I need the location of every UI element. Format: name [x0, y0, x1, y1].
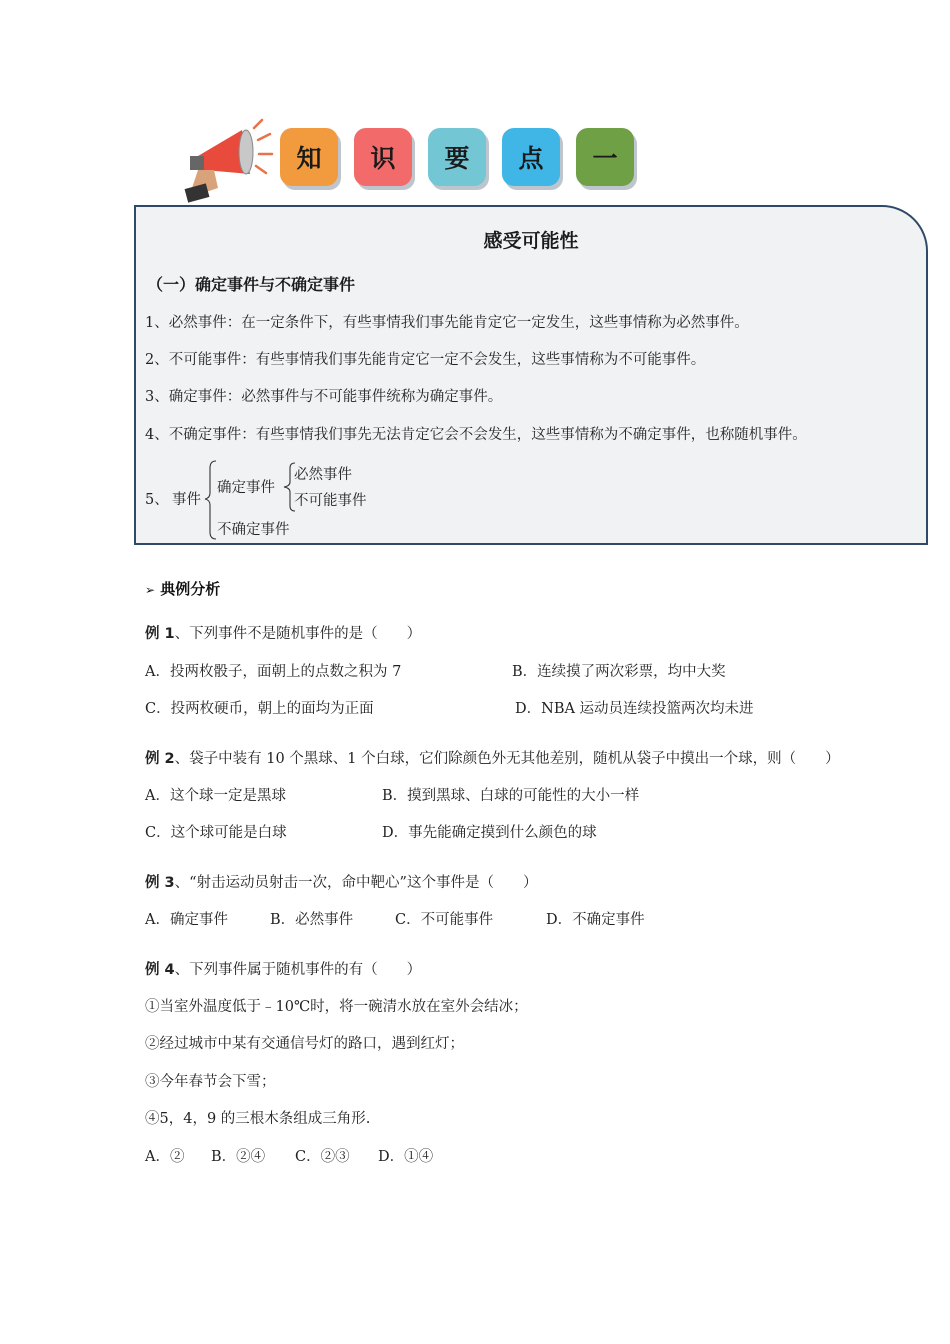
example-4-option-b: B．②④ — [211, 1149, 266, 1165]
example-3-option-d: D．不确定事件 — [546, 912, 645, 928]
knowledge-subtitle: （一）确定事件与不确定事件 — [147, 275, 356, 294]
tree-leaf-impossible: 不可能事件 — [294, 493, 367, 509]
banner-tile-3: 要 — [428, 128, 486, 186]
knowledge-item-1: 1、必然事件：在一定条件下，有些事情我们事先能肯定它一定发生，这些事情称为必然事件。 — [145, 315, 749, 331]
knowledge-item-4: 4、不确定事件：有些事情我们事先无法肯定它会不会发生，这些事情称为不确定事件，也称随机事件。 — [145, 427, 807, 443]
example-label: 例 4 — [145, 962, 175, 978]
example-label: 例 1 — [145, 626, 175, 642]
example-question: 、“射击运动员射击一次，命中靶心”这个事件是（ ） — [174, 875, 538, 891]
example-4-statement-1: ①当室外温度低于﹣10℃时，将一碗清水放在室外会结冰； — [145, 999, 528, 1015]
example-4-statement-2: ②经过城市中某有交通信号灯的路口，遇到红灯； — [145, 1036, 464, 1052]
section-heading — [145, 578, 220, 599]
example-3-stem — [145, 871, 537, 892]
example-1-option-d: D．NBA 运动员连续投篮两次均未进 — [515, 701, 754, 717]
example-4-statement-4: ④5，4，9 的三根木条组成三角形. — [145, 1111, 371, 1127]
example-4-option-a: A．② — [145, 1149, 185, 1165]
example-3-option-b: B．必然事件 — [270, 912, 354, 928]
example-label: 例 2 — [145, 751, 175, 767]
banner-tile-1: 知 — [280, 128, 338, 186]
example-2-option-d: D．事先能确定摸到什么颜色的球 — [382, 825, 597, 841]
tree-brace-outer — [204, 460, 218, 540]
arrow-bullet-icon: ➢ — [145, 583, 156, 597]
knowledge-item-3: 3、确定事件：必然事件与不可能事件统称为确定事件。 — [145, 389, 503, 405]
example-2-stem — [145, 747, 840, 768]
example-4-statement-3: ③今年春节会下雪； — [145, 1074, 276, 1090]
example-4-option-c: C．②③ — [295, 1149, 350, 1165]
tree-root: 事件 — [172, 492, 201, 508]
example-1-option-a: A．投两枚骰子，面朝上的点数之积为 7 — [145, 664, 402, 680]
banner-tile-4: 点 — [502, 128, 560, 186]
example-3-option-c: C．不可能事件 — [395, 912, 494, 928]
megaphone-icon — [184, 118, 276, 204]
knowledge-item-2: 2、不可能事件：有些事情我们事先能肯定它一定不会发生，这些事情称为不可能事件。 — [145, 352, 706, 368]
example-question: 、下列事件不是随机事件的是（ ） — [174, 626, 422, 642]
tree-leaf-certain: 必然事件 — [294, 467, 352, 483]
example-2-option-b: B．摸到黑球、白球的可能性的大小一样 — [382, 788, 640, 804]
tree-branch-uncertain: 不确定事件 — [217, 522, 290, 538]
example-4-stem — [145, 958, 421, 979]
tree-prefix: 5、 — [145, 492, 169, 508]
banner-tile-5: 一 — [576, 128, 634, 186]
section-heading-label: 典例分析 — [160, 580, 221, 598]
knowledge-title: 感受可能性 — [483, 230, 579, 252]
example-label: 例 3 — [145, 875, 175, 891]
example-1-option-b: B．连续摸了两次彩票，均中大奖 — [512, 664, 726, 680]
banner-tile-2: 识 — [354, 128, 412, 186]
example-1-stem — [145, 622, 421, 643]
example-4-option-d: D．①④ — [378, 1149, 434, 1165]
tree-branch-determined: 确定事件 — [217, 480, 275, 496]
example-1-option-c: C．投两枚硬币，朝上的面均为正面 — [145, 701, 374, 717]
example-3-option-a: A．确定事件 — [145, 912, 228, 928]
example-2-option-a: A．这个球一定是黑球 — [145, 788, 286, 804]
example-question: 、袋子中装有 10 个黑球、1 个白球，它们除颜色外无其他差别，随机从袋子中摸出一个球，则（ ） — [174, 751, 840, 767]
example-question: 、下列事件属于随机事件的有（ ） — [174, 962, 422, 978]
example-2-option-c: C．这个球可能是白球 — [145, 825, 287, 841]
